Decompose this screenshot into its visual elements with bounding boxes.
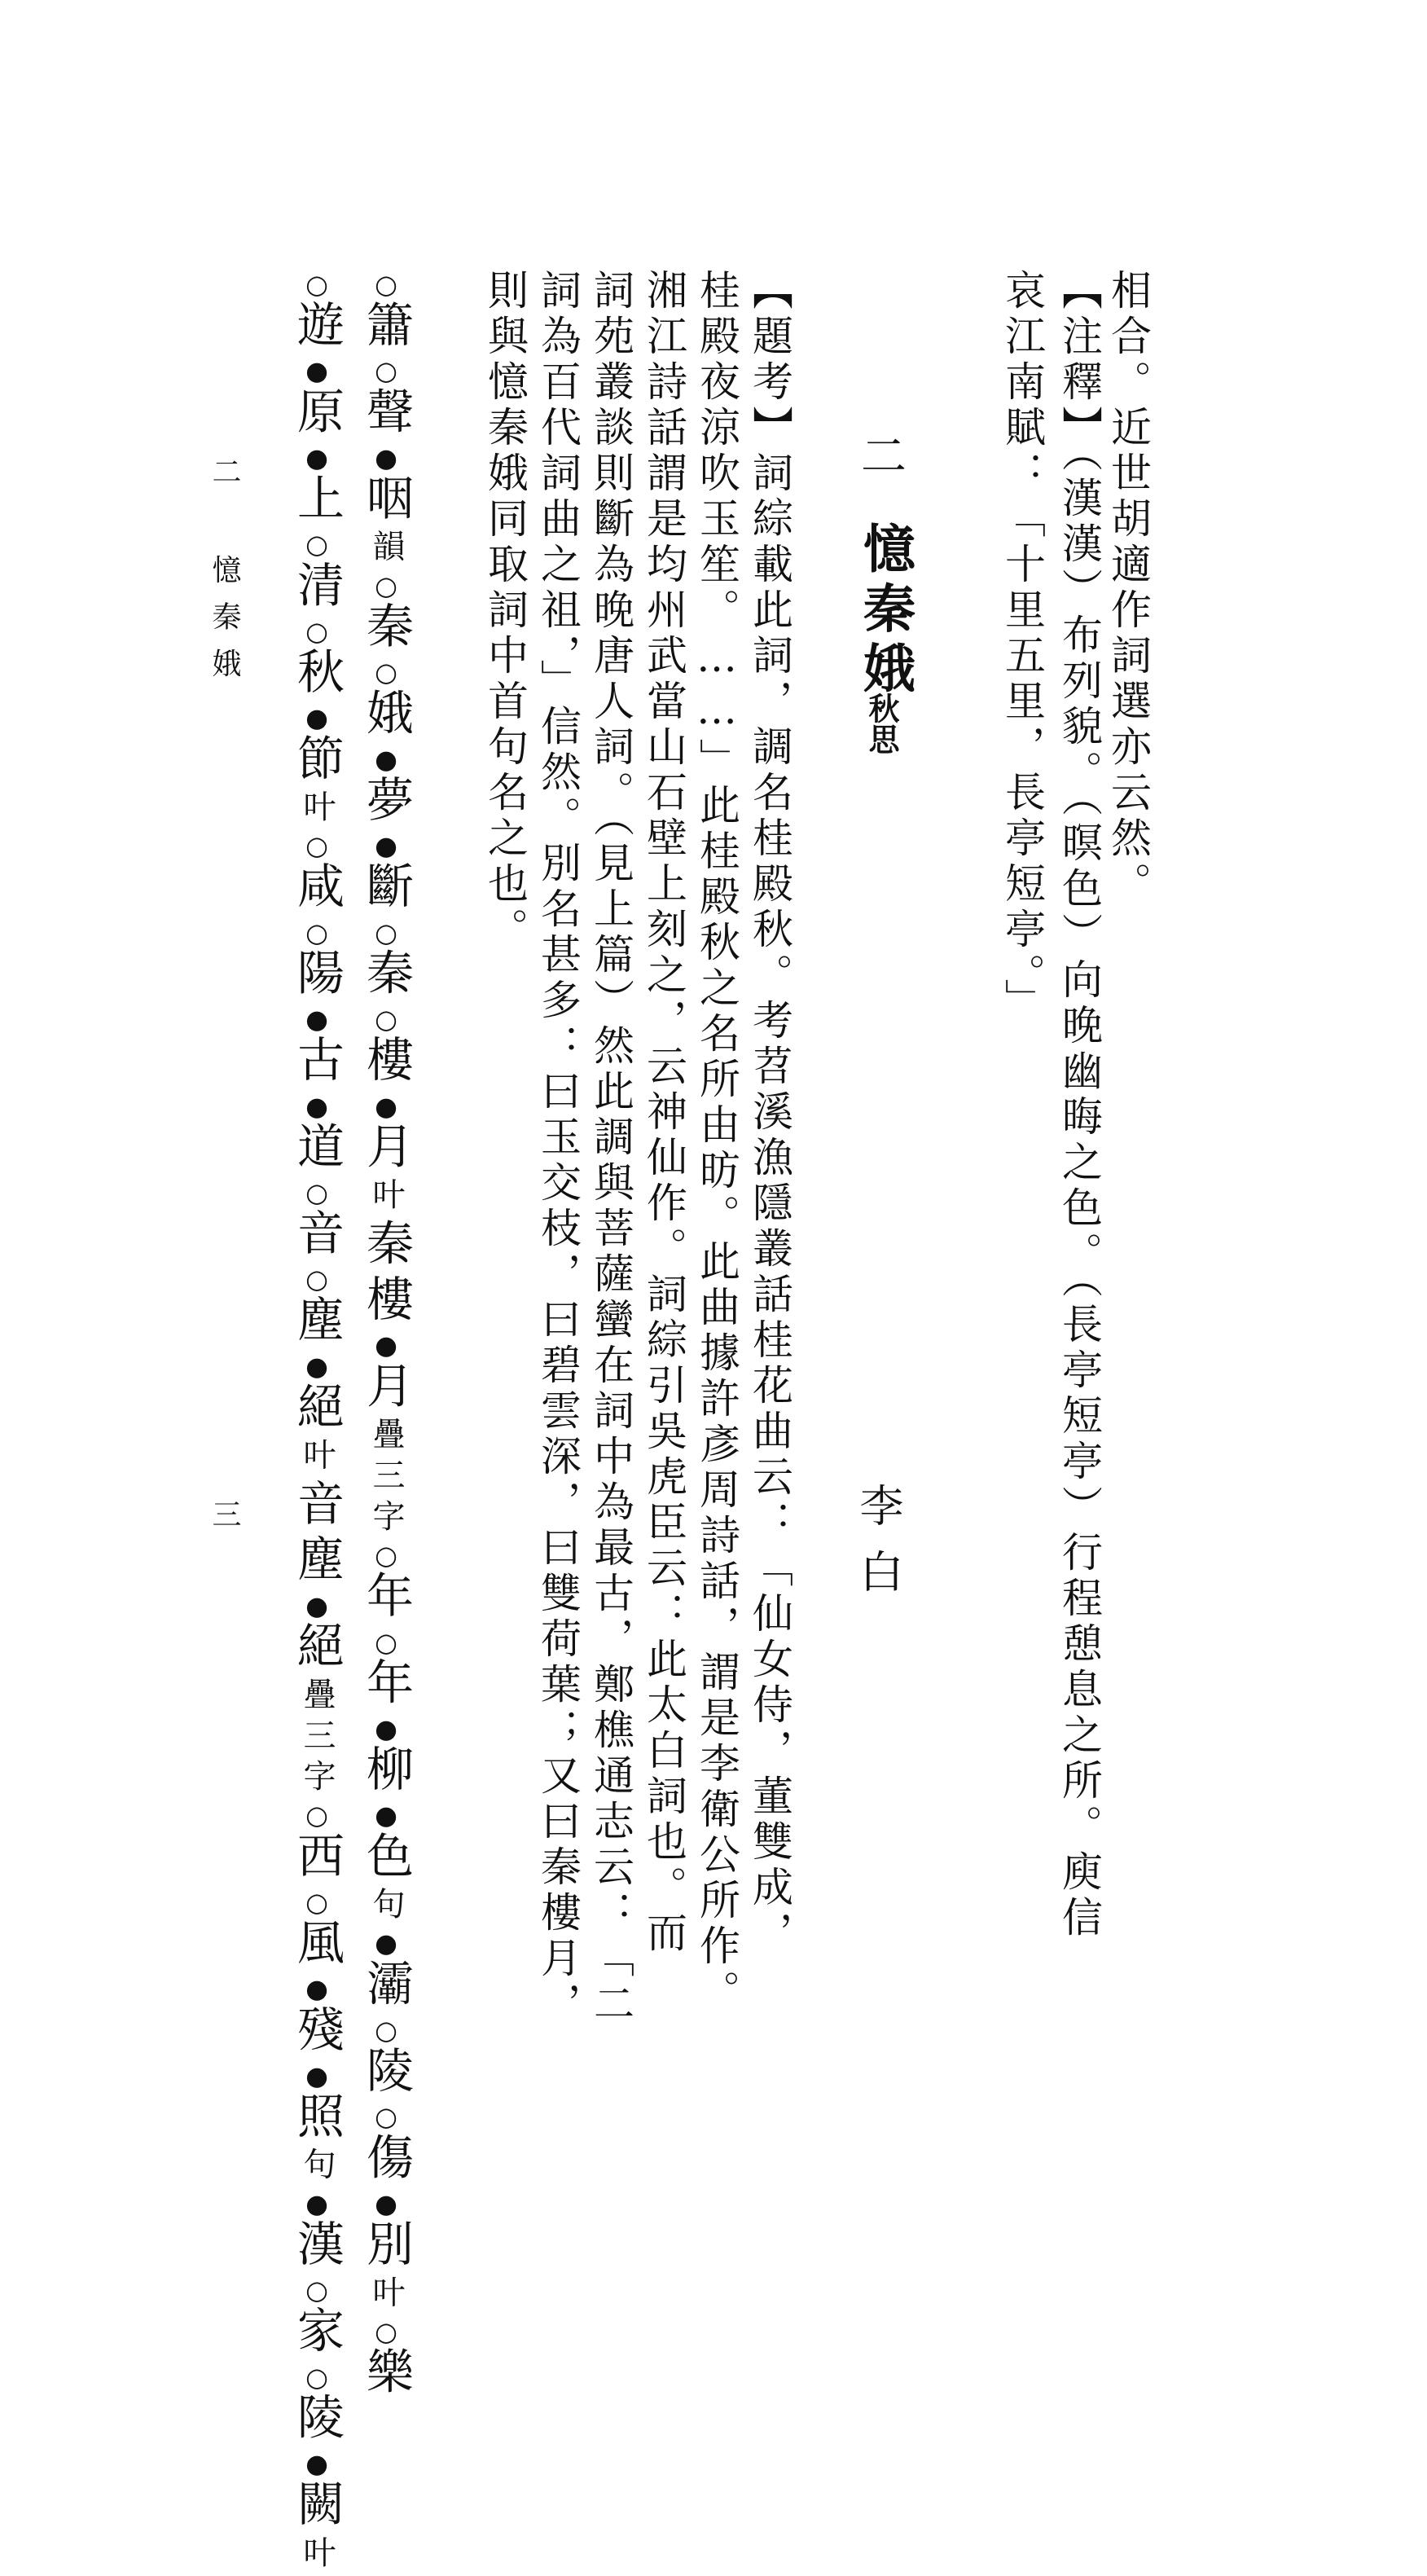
level-tone-mark: ○ (371, 2014, 402, 2046)
level-tone-mark: ○ (371, 657, 402, 688)
poem-character: 灞 (358, 1958, 414, 2015)
page-number: 三 (208, 1499, 241, 1528)
level-tone-mark: ○ (301, 1800, 332, 1831)
oblique-tone-mark: ● (301, 1350, 332, 1382)
oblique-tone-mark: ● (301, 1090, 332, 1122)
level-tone-mark: ○ (301, 615, 332, 647)
poem-character: 家 (289, 2306, 345, 2362)
poem-character: 陵 (289, 2392, 345, 2449)
prosody-label: 叶 (298, 1437, 336, 1479)
poem-character: 絕 (289, 1620, 345, 1677)
prosody-label: 叶 (367, 1176, 405, 1219)
oblique-tone-mark: ● (301, 2448, 332, 2480)
oblique-tone-mark: ● (301, 355, 332, 387)
poem-character: 陵 (358, 2045, 414, 2102)
level-tone-mark: ○ (301, 1176, 332, 1208)
poem-character: 樓 (358, 1273, 414, 1330)
poem-author: 李白 (853, 1483, 904, 1615)
poem-character: 陽 (289, 947, 345, 1004)
poem-character: 音 (289, 1207, 345, 1264)
level-tone-mark: ○ (301, 830, 332, 862)
prosody-label: 叶 (367, 2275, 405, 2316)
level-tone-mark: ○ (371, 2315, 402, 2347)
prosody-label: 疊三字 (367, 1416, 405, 1541)
poem-character: 音 (289, 1478, 345, 1535)
poem-character: 照 (289, 2090, 345, 2147)
poem-character: 西 (289, 1831, 345, 1887)
oblique-tone-mark: ● (371, 1928, 402, 1959)
poem-character: 闕 (289, 2479, 345, 2535)
poem-number: 二 (854, 432, 907, 477)
poem-character: 傷 (358, 2132, 414, 2188)
poem-character: 咽 (358, 473, 414, 530)
text-column-7: 詞苑叢談則斷為晚唐人詞。（見上篇）然此調與菩薩蠻在詞中為最古，鄭樵通志云：「二 (587, 269, 634, 2028)
prosody-label: 叶 (298, 2534, 336, 2576)
oblique-tone-mark: ● (371, 1713, 402, 1745)
poem-subtitle: 秋思 (863, 692, 900, 754)
prosody-label: 叶 (298, 789, 336, 831)
poem-character: 原 (289, 386, 345, 442)
oblique-tone-mark: ● (301, 442, 332, 473)
level-tone-mark: ○ (371, 355, 402, 387)
oblique-tone-mark: ● (371, 1090, 402, 1122)
poem-character: 柳 (358, 1744, 414, 1800)
poem-title: 憶秦娥 (854, 521, 915, 701)
text-column-1: 相合。近世胡適作詞選亦云然。 (1104, 269, 1152, 908)
oblique-tone-mark: ● (371, 743, 402, 775)
level-tone-mark: ○ (371, 1004, 402, 1035)
poem-line-1 (358, 269, 414, 2403)
poem-character: 秦 (358, 600, 414, 657)
level-tone-mark: ○ (371, 569, 402, 601)
poem-character: 色 (358, 1831, 414, 1887)
prosody-label: 韻 (367, 529, 405, 570)
level-tone-mark: ○ (371, 1626, 402, 1658)
poem-character: 秦 (358, 1218, 414, 1274)
poem-character: 上 (289, 473, 345, 530)
level-tone-mark: ○ (301, 917, 332, 948)
poem-character: 夢 (358, 774, 414, 831)
poem-character: 咸 (289, 861, 345, 917)
poem-character: 殘 (289, 2004, 345, 2060)
oblique-tone-mark: ● (371, 1800, 402, 1831)
text-column-9: 則與憶秦娥同取詞中首句名之也。 (481, 269, 529, 953)
oblique-tone-mark: ● (301, 702, 332, 734)
poem-character: 樓 (358, 1035, 414, 1091)
prosody-label: 句 (298, 2147, 336, 2188)
poem-line-2 (289, 269, 345, 2576)
level-tone-mark: ○ (301, 2275, 332, 2306)
prosody-label: 句 (367, 1886, 405, 1928)
oblique-tone-mark: ● (301, 1589, 332, 1621)
oblique-tone-mark: ● (301, 2187, 332, 2219)
prosody-label: 疊三字 (298, 1677, 336, 1800)
level-tone-mark: ○ (371, 1540, 402, 1572)
level-tone-mark: ○ (301, 269, 332, 300)
level-tone-mark: ○ (301, 2361, 332, 2393)
level-tone-mark: ○ (301, 1264, 332, 1295)
level-tone-mark: ○ (371, 269, 402, 300)
oblique-tone-mark: ● (301, 1973, 332, 2005)
poem-character: 秋 (289, 646, 345, 703)
level-tone-mark: ○ (371, 917, 402, 948)
poem-character: 節 (289, 733, 345, 789)
poem-character: 樂 (358, 2346, 414, 2403)
poem-character: 月 (358, 1121, 414, 1177)
text-column-5: 桂殿夜涼吹玉笙。……」此桂殿秋之名所由昉。此曲據許彥周詩話，謂是李衛公所作。 (693, 269, 740, 2016)
running-head: 二 憶秦娥 (208, 456, 241, 695)
poem-character: 風 (289, 1917, 345, 1974)
oblique-tone-mark: ● (371, 1330, 402, 1361)
text-column-3: 哀江南賦：「十里五里，長亭短亭。」 (999, 269, 1046, 1024)
oblique-tone-mark: ● (301, 2059, 332, 2091)
poem-character: 清 (289, 560, 345, 616)
poem-character: 遊 (289, 300, 345, 356)
poem-character: 塵 (289, 1295, 345, 1351)
poem-character: 絕 (289, 1381, 345, 1438)
level-tone-mark: ○ (371, 2101, 402, 2133)
poem-character: 別 (358, 2218, 414, 2275)
oblique-tone-mark: ● (301, 1004, 332, 1035)
poem-character: 秦 (358, 947, 414, 1004)
oblique-tone-mark: ● (371, 830, 402, 862)
oblique-tone-mark: ● (371, 442, 402, 473)
level-tone-mark: ○ (301, 529, 332, 560)
poem-character: 年 (358, 1657, 414, 1714)
level-tone-mark: ○ (301, 1886, 332, 1918)
poem-character: 聲 (358, 386, 414, 442)
poem-character: 斷 (358, 861, 414, 917)
oblique-tone-mark: ● (371, 2187, 402, 2219)
text-column-4: 【題考】詞綜載此詞，調名桂殿秋。考苕溪漁隱叢話桂花曲云：「仙女侍，董雙成， (746, 269, 793, 1957)
text-column-2: 【注釋】（漢漢）布列貌。（暝色）向晚幽晦之色。（長亭短亭）行程憩息之所。庾信 (1056, 269, 1103, 1941)
poem-character: 古 (289, 1035, 345, 1091)
text-column-8: 詞為百代詞曲之祖，」信然。別名甚多：曰玉交枝，曰碧雲深，曰雙荷葉；又曰秦樓月， (534, 269, 582, 2028)
poem-character: 娥 (358, 688, 414, 744)
poem-character: 道 (289, 1121, 345, 1177)
text-column-6: 湘江詩話謂是均州武當山石壁上刻之，云神仙作。詞綜引吳虎臣云：此太白詞也。而 (640, 269, 687, 1957)
poem-character: 年 (358, 1571, 414, 1627)
poem-character: 漢 (289, 2218, 345, 2275)
poem-character: 塵 (289, 1534, 345, 1590)
poem-character: 月 (358, 1361, 414, 1417)
poem-character: 簫 (358, 300, 414, 356)
